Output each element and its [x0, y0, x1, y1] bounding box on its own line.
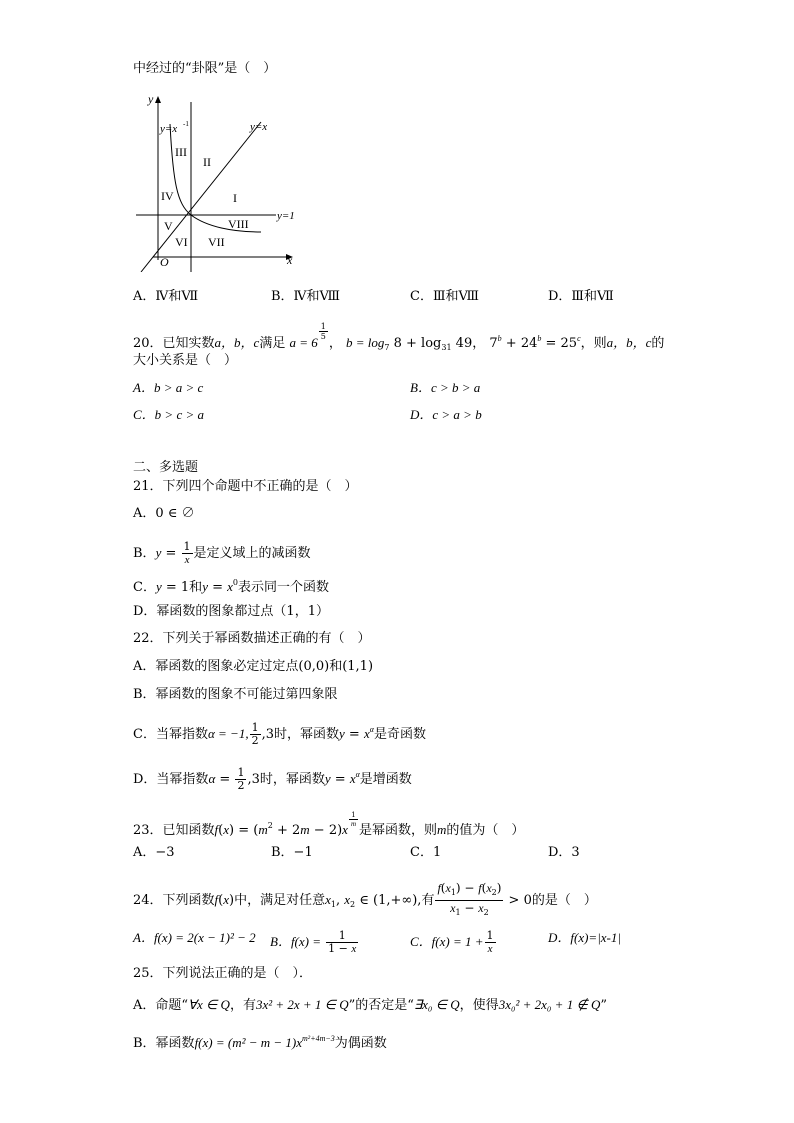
q22-option-d[interactable]: D．当幂指数α = $\frac{1}{2}$ ,3时，幂函数$y = x^\alpha$是增函数 [133, 766, 412, 792]
q25-option-b[interactable]: B．幂函数$f(x) = (m^2 - m - 1)x^{m^2+4m-3}$为偶函数 [133, 1034, 387, 1051]
q23-option-c[interactable]: C．1 [410, 845, 442, 860]
q24-option-c[interactable]: C．f(x) = 1 + $\frac{1}{x}$ [410, 929, 494, 955]
region-VII: VII [208, 235, 225, 249]
q21-option-a[interactable]: A．0 ∈ ∅ [133, 506, 195, 521]
q23-option-a[interactable]: A．−3 [133, 845, 175, 860]
q23-option-b[interactable]: B．−1 [271, 845, 313, 860]
q20-stem-line2: 大小关系是（ ） [133, 353, 238, 368]
q23-stem: 23．已知函数$f(x) = (m^2 + 2m - 2)x$ $\frac{1}{m}$ 是幂函数，则m的值为（ ） [133, 811, 525, 838]
q25-stem: 25．下列说法正确的是（ ）． [133, 966, 313, 981]
intro-text: 中经过的“卦限”是（ ） [133, 61, 277, 76]
region-V: V [164, 219, 173, 233]
q22-option-b[interactable]: B．幂函数的图象不可能过第四象限 [133, 687, 338, 702]
q20-stem: 20．已知实数a，b，c满足 a = 6 $\frac{1}{5}$ ， $b = \log_7 8 + \log_{31} 49$， $7^b + 24^b = 25^c$，则a，b，c的 [133, 322, 665, 352]
line-y-x [141, 122, 261, 272]
curve-label: y=x [160, 123, 178, 135]
section-heading: 二、多选题 [133, 460, 199, 475]
q25-option-a[interactable]: A．命题“∀x ∈ Q，有3x² + 2x + 1 ∈ Q”的否定是“∃x₀ ∈ Q，使得3x₀² + 2x₀ + 1 ∉ Q” [133, 997, 608, 1013]
q20-option-b[interactable]: B．c > b > a [410, 380, 481, 395]
q24-option-d[interactable]: D．f(x)=|x-1| [548, 930, 621, 945]
q21-option-d[interactable]: D．幂函数的图象都过点（1，1） [133, 604, 329, 619]
region-III: III [175, 145, 187, 159]
hline-label: y=1 [277, 210, 295, 222]
origin-label: O [160, 255, 169, 269]
q24-stem: 24．下列函数f(x)中，满足对任意$x_1$, $x_2$ ∈ (1,+∞),有 $\frac{f(x_1) - f(x_2)}{x_1 - x_2}$ > 0的是（ ） [133, 881, 597, 917]
q19-option-a[interactable]: A．Ⅳ和Ⅶ [133, 289, 199, 304]
octant-graph [133, 92, 303, 272]
q23-option-d[interactable]: D．3 [548, 845, 580, 860]
q24-option-a[interactable]: A．f(x) = 2(x − 1)² − 2 [133, 930, 256, 945]
region-IV: IV [161, 189, 174, 203]
curve-y-inverse [170, 124, 261, 232]
q21-option-c[interactable]: C．y = 1和$y = x^0$表示同一个函数 [133, 578, 330, 595]
x-axis-label: x [287, 253, 293, 267]
y-axis-label: y [148, 92, 154, 106]
q24-option-b[interactable]: B．f(x) = $\frac{1}{1 - x}$ [270, 929, 357, 955]
region-I: I [233, 191, 237, 205]
q19-option-c[interactable]: C．Ⅲ和Ⅷ [410, 289, 479, 304]
line-label: y=x [250, 121, 268, 133]
q19-option-b[interactable]: B．Ⅳ和Ⅷ [271, 289, 341, 304]
region-VIII: VIII [228, 217, 249, 231]
q22-option-a[interactable]: A．幂函数的图象必定过定点(0,0)和(1,1) [133, 659, 374, 674]
q20-option-d[interactable]: D．c > a > b [410, 407, 482, 422]
q22-option-c[interactable]: C．当幂指数α = −1, $\frac{1}{2}$ ,3时，幂函数$y = x^\alpha$是奇函数 [133, 721, 426, 747]
region-II: II [203, 155, 211, 169]
q20-option-a[interactable]: A．b > a > c [133, 380, 204, 395]
q19-option-d[interactable]: D．Ⅲ和Ⅶ [548, 289, 614, 304]
q21-stem: 21．下列四个命题中不正确的是（ ） [133, 479, 358, 494]
q20-option-c[interactable]: C．b > c > a [133, 407, 204, 422]
region-VI: VI [175, 235, 188, 249]
q21-option-b[interactable]: B．y = $\frac{1}{x}$ 是定义域上的减函数 [133, 540, 311, 566]
curve-exp: -1 [183, 120, 189, 128]
q22-stem: 22．下列关于幂函数描述正确的有（ ） [133, 631, 371, 646]
